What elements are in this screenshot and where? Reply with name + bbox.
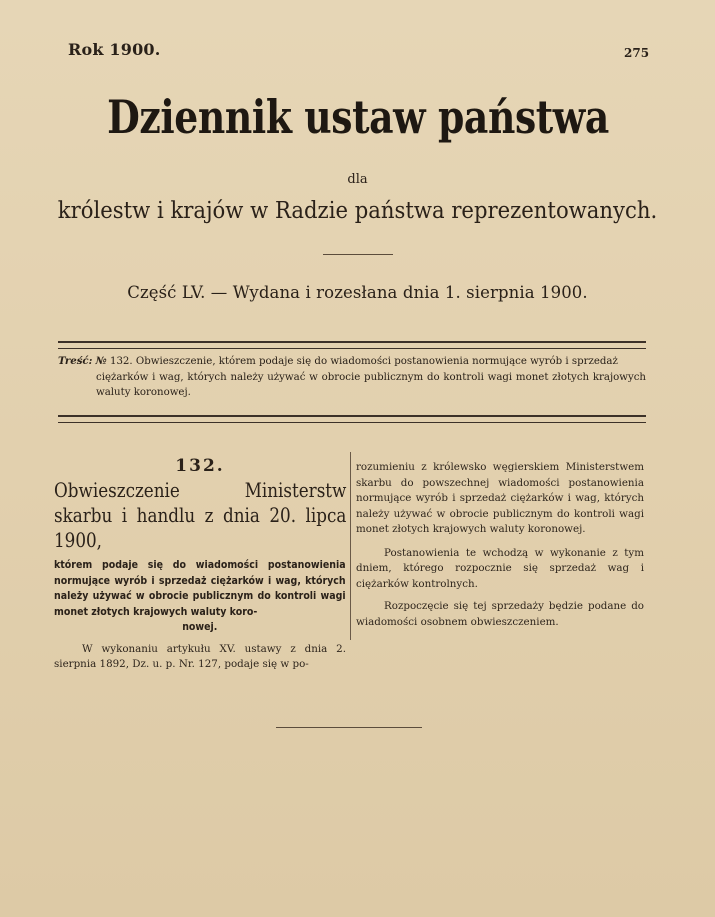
- column-divider: [350, 452, 351, 640]
- masthead-dla: dla: [347, 172, 368, 187]
- left-column: [54, 456, 346, 673]
- number-sign: №: [95, 355, 107, 367]
- issue-line: Część LV. — Wydana i rozesłana dnia 1. sierpnia 1900.: [127, 283, 588, 302]
- left-paragraph: W wykonaniu artykułu XV. ustawy z dnia 2. sierpnia 1892, Dz. u. p. Nr. 127, podaje się w po-: [54, 642, 346, 670]
- act-title: Obwieszczenie Ministerstw skarbu i handlu z dnia 20. lipca 1900,: [54, 479, 347, 552]
- act-summary: [54, 558, 346, 636]
- table-of-contents: [58, 354, 646, 401]
- contents-rest: ciężarków i wag, których należy używać w obrocie publicznym do kontroli wagi monet złotych krajowych waluty koronowej.: [96, 371, 646, 398]
- gazette-subtitle: królestw i krajów w Radzie państwa reprezentowanych.: [57, 198, 658, 224]
- right-paragraph-2: Postanowienia te wchodzą w wykonanie z tym dniem, którego rozpocznie się sprzedaż wag i ciężarków kontrolnych.: [356, 546, 644, 590]
- act-summary-last: nowej.: [182, 621, 218, 633]
- masthead-divider: [323, 254, 393, 255]
- bottom-double-rule: [58, 415, 646, 423]
- act-number: 132.: [175, 456, 225, 476]
- right-column: [356, 460, 644, 630]
- right-paragraph-3: Rozpoczęcie się tej sprzedaży będzie podane do wiadomości osobnem obwieszczeniem.: [356, 600, 644, 628]
- left-body: [54, 642, 346, 673]
- year-label: Rok 1900.: [68, 40, 161, 59]
- top-double-rule: [58, 341, 646, 349]
- end-divider: [276, 727, 422, 728]
- right-paragraph-1: rozumieniu z królewsko węgierskiem Ministerstwem skarbu do powszechnej wiadomości postanowienia normujące wyrób i sprzedaż ciężarków i wag, których należy używać w obrocie publicznym do kontroli wagi monet złotych krajowych waluty koronowej.: [356, 461, 644, 535]
- masthead: [0, 90, 715, 144]
- act-summary-text: którem podaje się do wiadomości postanowienia normujące wyrób i sprzedaż ciężarków i wag, których należy używać w obrocie publicznym do kontroli wagi monet złotych krajowych waluty koro-: [54, 559, 346, 618]
- page-number: 275: [624, 46, 650, 60]
- contents-line1: 132. Obwieszczenie, którem podaje się do wiadomości postanowienia normujące wyrób i sprzedaż: [109, 356, 618, 367]
- gazette-title: Dziennik ustaw państwa: [106, 90, 609, 144]
- contents-label: Treść:: [58, 355, 93, 367]
